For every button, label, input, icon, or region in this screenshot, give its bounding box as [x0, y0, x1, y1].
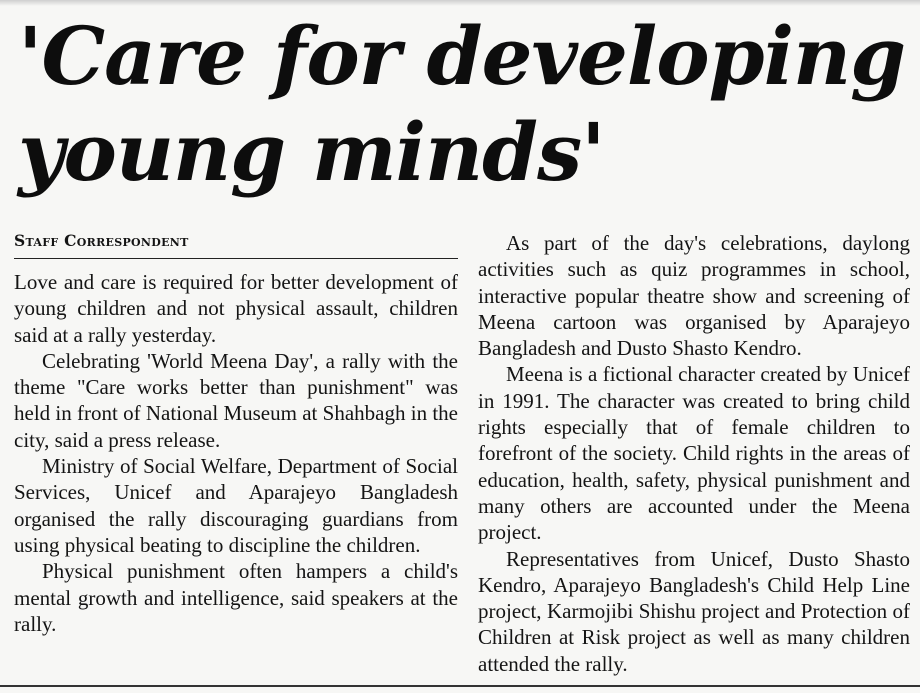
paragraph: Physical punishment often hampers a child's mental growth and intelligence, said speakers at the rally.: [14, 559, 458, 636]
paragraph: Ministry of Social Welfare, Department of Social Services, Unicef and Aparajeyo Bangladesh organised the rally discouraging guardians from using physical beating to discipline the children.: [14, 454, 458, 557]
top-rule: [0, 0, 920, 6]
paragraph: Love and care is required for better development of young children and not physical assault, children said at a rally yesterday.: [14, 270, 458, 347]
left-column: [14, 228, 458, 637]
headline: 'Care for developing young minds': [18, 9, 906, 199]
byline: Staff Correspondent: [14, 228, 458, 259]
paragraph: Meena is a fictional character created by Unicef in 1991. The character was created to bring child rights especially that of female children to forefront of the society. Child rights in the areas of education, health, safety, physical punishment and many others are accounted under the Meena project.: [478, 362, 910, 545]
bottom-rule: [0, 685, 920, 687]
paragraph: Celebrating 'World Meena Day', a rally with the theme "Care works better than punishment" was held in front of National Museum at Shahbagh in the city, said a press release.: [14, 348, 458, 452]
paragraph: As part of the day's celebrations, daylong activities such as quiz programmes in school, interactive popular theatre show and screening of Meena cartoon was organised by Aparajeyo Bangladesh and Dusto Shasto Kendro.: [478, 231, 910, 361]
right-column: [478, 230, 910, 677]
paragraph: Representatives from Unicef, Dusto Shasto Kendro, Aparajeyo Bangladesh's Child Help Line project, Karmojibi Shishu project and Protection of Children at Risk project as well as many children attended the rally.: [478, 546, 910, 676]
